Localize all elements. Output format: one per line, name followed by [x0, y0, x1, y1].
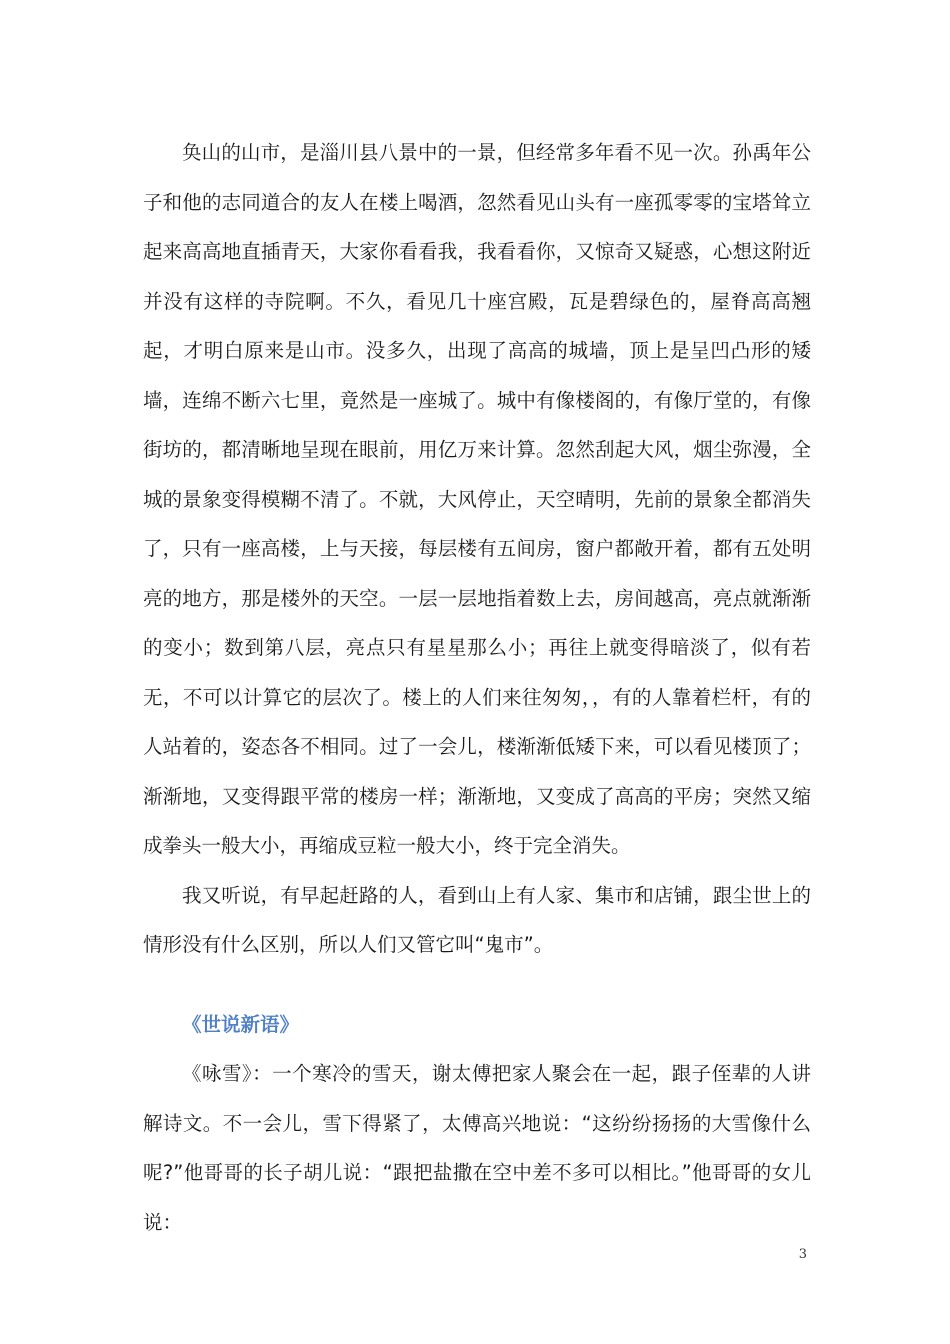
- paragraph-yongxue: 《咏雪》：一个寒冷的雪天，谢太傅把家人聚会在一起，跟子侄辈的人讲解诗文。不一会儿，雪下得紧了，太傅高兴地说：“这纷纷扬扬的大雪像什么呢?”他哥哥的长子胡儿说：“跟把盐撒在空中差不多可以相比。”他哥哥的女儿说：: [143, 1062, 811, 1234]
- section-title: 《世说新语》: [182, 1012, 300, 1036]
- section-spacer: [143, 970, 811, 1000]
- paragraph-shanshi: 奂山的山市，是淄川县八景中的一景，但经常多年看不见一次。孙禹年公子和他的志同道合的友人在楼上喝酒，忽然看见山头有一座孤零零的宝塔耸立起来高高地直插青天，大家你看看我，我看看你，又惊奇又疑惑，心想这附近并没有这样的寺院啊。不久，看见几十座宫殿，瓦是碧绿色的，屋脊高高翘起，才明白原来是山市。没多久，出现了高高的城墙，顶上是呈凹凸形的矮墙，连绵不断六七里，竟然是一座城了。城中有像楼阁的，有像厅堂的，有像街坊的，都清晰地呈现在眼前，用亿万来计算。忽然刮起大风，烟尘弥漫，全城的景象变得模糊不清了。不就，大风停止，天空晴明，先前的景象全都消失了，只有一座高楼，上与天接，每层楼有五间房，窗户都敞开着，都有五处明亮的地方，那是楼外的天空。一层一层地指着数上去，房间越高，亮点就渐渐的变小；数到第八层，亮点只有星星那么小；再往上就变得暗淡了，似有若无，不可以计算它的层次了。楼上的人们来往匆匆，，有的人靠着栏杆，有的人站着的，姿态各不相同。过了一会儿，楼渐渐低矮下来，可以看见楼顶了；渐渐地，又变得跟平常的楼房一样；渐渐地，又变成了高高的平房；突然又缩成拳头一般大小，再缩成豆粒一般大小，终于完全消失。: [143, 141, 811, 857]
- paragraph-guishi: 我又听说，有早起赶路的人，看到山上有人家、集市和店铺，跟尘世上的情形没有什么区别，所以人们又管它叫“鬼市”。: [143, 883, 811, 956]
- page-number: 3: [798, 1247, 807, 1262]
- document-body: [143, 128, 811, 1247]
